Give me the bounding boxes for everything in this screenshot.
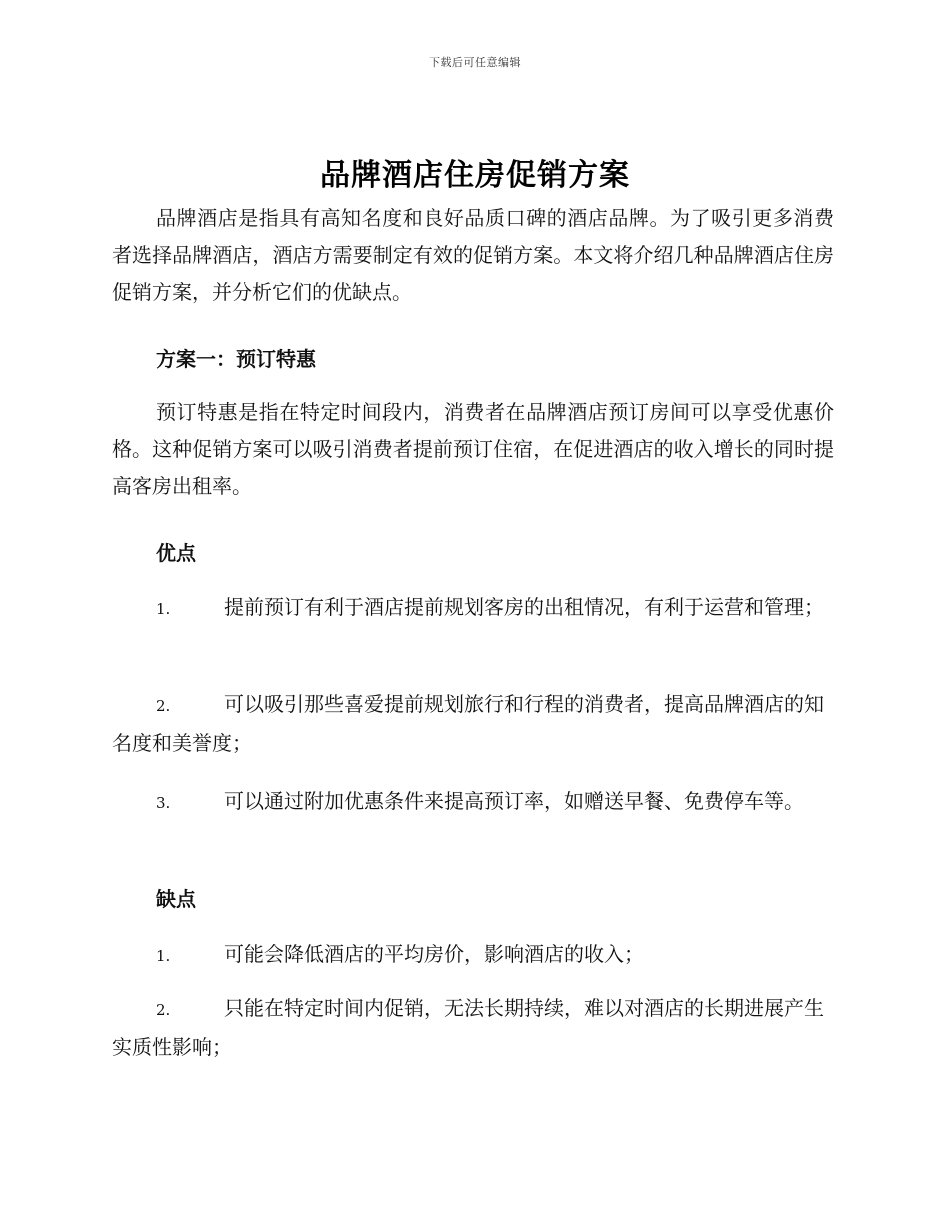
pros-heading: 优点	[156, 541, 196, 565]
pros-item-1	[112, 589, 834, 628]
list-text: 可以通过附加优惠条件来提高预订率，如赠送早餐、免费停车等。	[224, 789, 804, 813]
plan1-description	[112, 394, 834, 505]
list-text: 只能在特定时间内促销，无法长期持续，难以对酒店的长期进展产生实质性影响；	[112, 996, 824, 1059]
list-text: 可以吸引那些喜爱提前规划旅行和行程的消费者，提高品牌酒店的知名度和美誉度；	[112, 692, 824, 755]
list-number: 1.	[156, 600, 171, 618]
plan1-heading: 方案一：预订特惠	[156, 347, 316, 371]
pros-item-2	[112, 686, 834, 762]
intro-text: 品牌酒店是指具有高知名度和良好品质口碑的酒店品牌。为了吸引更多消费者选择品牌酒店，酒店方需要制定有效的促销方案。本文将介绍几种品牌酒店住房促销方案，并分析它们的优缺点。	[112, 206, 834, 304]
list-number: 1.	[156, 947, 171, 965]
list-text: 可能会降低酒店的平均房价，影响酒店的收入；	[224, 942, 644, 966]
intro-paragraph	[112, 200, 834, 311]
list-text: 提前预订有利于酒店提前规划客房的出租情况，有利于运营和管理；	[224, 595, 824, 619]
list-number: 2.	[156, 697, 171, 715]
pros-item-3	[112, 783, 834, 822]
list-number: 3.	[156, 794, 171, 812]
plan1-description-text: 预订特惠是指在特定时间段内，消费者在品牌酒店预订房间可以享受优惠价格。这种促销方案可以吸引消费者提前预订住宿，在促进酒店的收入增长的同时提高客房出租率。	[112, 400, 834, 498]
header-note: 下载后可任意编辑	[429, 56, 521, 69]
cons-item-1	[112, 936, 834, 975]
document-title: 品牌酒店住房促销方案	[320, 158, 630, 193]
list-number: 2.	[156, 1001, 171, 1019]
cons-heading: 缺点	[156, 887, 196, 911]
cons-item-2	[112, 990, 834, 1066]
